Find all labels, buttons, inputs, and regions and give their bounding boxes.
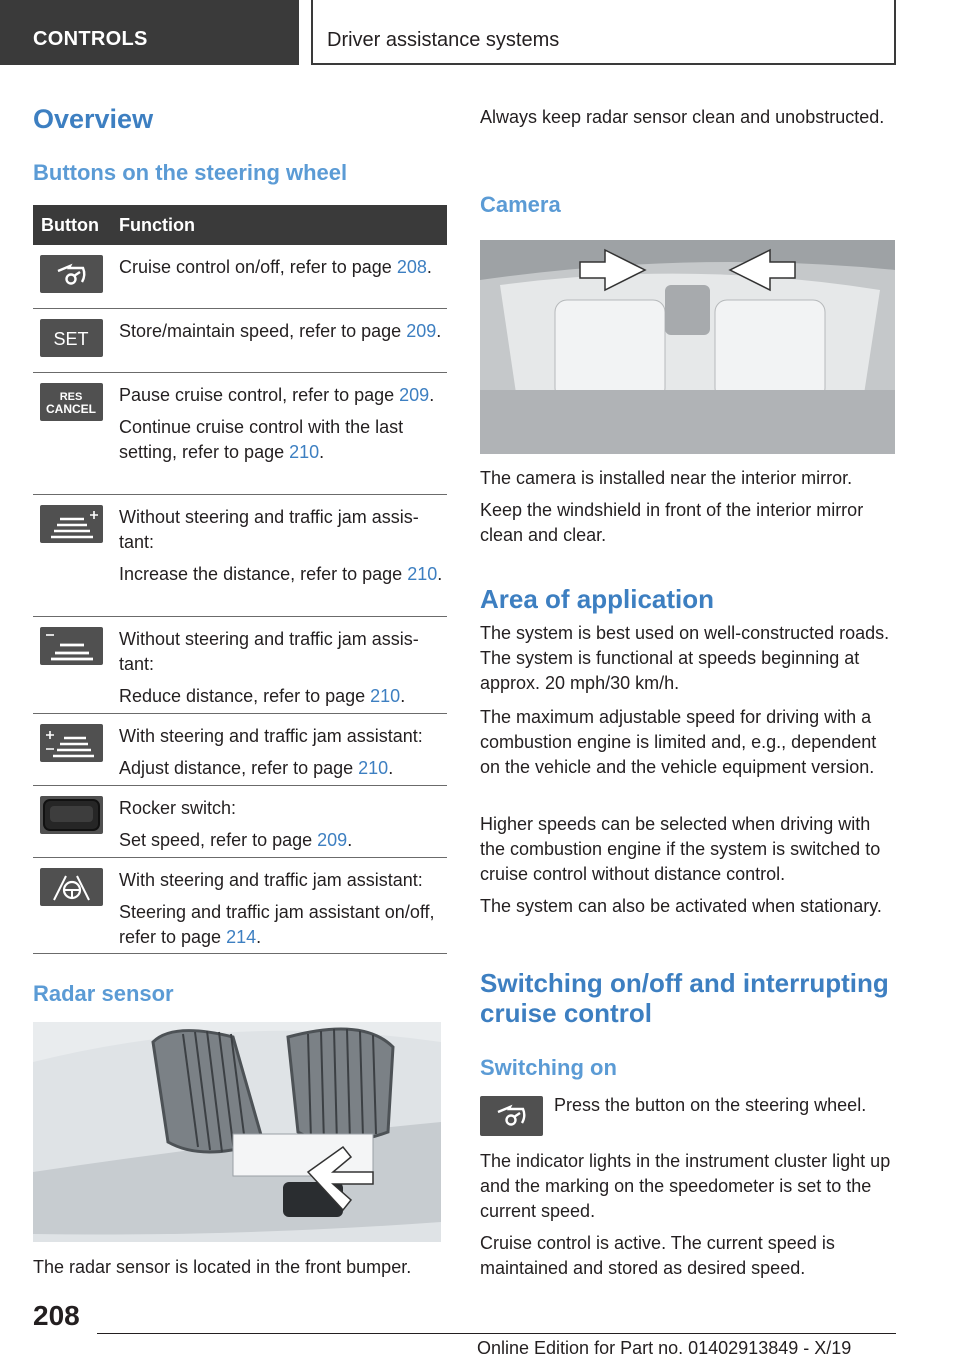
steering-assistant-icon	[40, 868, 103, 906]
distance-plus-minus-icon	[40, 724, 103, 762]
function-text: Rocker switch:	[119, 798, 237, 818]
section-label: CONTROLS	[33, 28, 148, 50]
page-reference-link[interactable]: 210	[358, 758, 389, 778]
res-cancel-icon	[40, 383, 103, 421]
svg-text:SET: SET	[53, 329, 89, 349]
page-reference-link[interactable]: 214	[226, 927, 257, 947]
rocker-switch-icon	[40, 796, 103, 834]
switch-heading: Switching on/off and interrupting cruise control	[480, 968, 889, 1028]
section-tab	[0, 0, 299, 65]
distance-plus-icon	[40, 505, 103, 543]
cruise-control-icon	[40, 255, 103, 293]
function-text: Without steering and traffic jam assistant:	[119, 507, 419, 552]
function-text: Store/maintain speed, refer to page 209.	[119, 321, 442, 341]
function-text: With steering and traffic jam assistant:	[119, 870, 423, 890]
function-text: Adjust distance, refer to page 210.	[119, 758, 394, 778]
set-icon	[40, 319, 103, 357]
function-cell	[119, 255, 447, 287]
table-row	[33, 714, 447, 786]
area-text-1: The system is best used on well-constructed roads. The system is functional at speeds beginning at approx. 20 mph/30 km/h.	[480, 623, 890, 693]
chapter-title: Driver assistance systems	[327, 29, 560, 51]
function-text: Increase the distance, refer to page 210.	[119, 564, 443, 584]
function-text: With steering and traffic jam assistant:	[119, 726, 423, 746]
page-reference-link[interactable]: 210	[370, 686, 401, 706]
area-text-4: The system can also be activated when stationary.	[480, 896, 882, 916]
col-button-header: Button	[41, 215, 99, 235]
switch-text-2: Cruise control is active. The current speed is maintained and stored as desired speed.	[480, 1233, 835, 1278]
svg-text:CANCEL: CANCEL	[46, 402, 96, 416]
overview-heading: Overview	[33, 104, 154, 134]
table-row	[33, 373, 447, 495]
buttons-heading: Buttons on the steering wheel	[33, 160, 348, 185]
switch-text-1: The indicator lights in the instrument cluster light up and the marking on the speedometer is set to the current speed.	[480, 1151, 891, 1221]
switch-on-heading: Switching on	[480, 1055, 617, 1080]
table-row	[33, 786, 447, 858]
radar-heading: Radar sensor	[33, 981, 174, 1006]
buttons-table	[33, 205, 447, 954]
page-reference-link[interactable]: 208	[396, 257, 427, 277]
function-text: Without steering and traffic jam assistant:	[119, 629, 419, 674]
radar-caption: The radar sensor is located in the front bumper.	[33, 1257, 412, 1277]
page-reference-link[interactable]: 209	[399, 385, 430, 405]
chapter-header	[311, 0, 896, 65]
area-text-3: Higher speeds can be selected when driving with the combustion engine if the system is switched to cruise control without distance control.	[480, 814, 881, 884]
svg-text:RES: RES	[59, 391, 83, 403]
camera-clean-text: Keep the windshield in front of the interior mirror clean and clear.	[480, 500, 864, 545]
page-reference-link[interactable]: 209	[317, 830, 348, 850]
camera-image	[480, 240, 895, 454]
function-cell	[119, 796, 447, 860]
table-row	[33, 617, 447, 714]
area-text-2: The maximum adjustable speed for driving with a combustion engine is limited and, e.g., dependent on the vehicle and the vehicle equipment version.	[480, 707, 877, 777]
page-reference-link[interactable]: 209	[406, 321, 437, 341]
function-cell	[119, 319, 447, 351]
switch-on-text: Press the button on the steering wheel.	[554, 1095, 867, 1115]
camera-location-text: The camera is installed near the interior mirror.	[480, 468, 853, 488]
radar-clean-note: Always keep radar sensor clean and unobstructed.	[480, 107, 885, 127]
function-text: Cruise control on/off, refer to page 208.	[119, 257, 432, 277]
area-heading: Area of application	[480, 584, 715, 614]
function-cell	[119, 724, 447, 788]
camera-heading: Camera	[480, 192, 561, 217]
distance-minus-icon	[40, 627, 103, 665]
cruise-control-icon	[480, 1096, 543, 1136]
table-header	[33, 205, 447, 245]
function-cell	[119, 383, 447, 472]
page-reference-link[interactable]: 210	[289, 442, 320, 462]
page-number: 208	[33, 1300, 80, 1331]
function-text: Set speed, refer to page 209.	[119, 830, 353, 850]
function-text: Continue cruise control with the last setting, refer to page 210.	[119, 417, 404, 462]
edition-text: Online Edition for Part no. 01402913849 - X/19	[477, 1338, 852, 1358]
table-row	[33, 495, 447, 617]
col-function-header: Function	[119, 215, 195, 235]
function-cell	[119, 505, 447, 594]
radar-sensor-image	[33, 1022, 441, 1242]
page-reference-link[interactable]: 210	[407, 564, 438, 584]
footer-rule	[97, 1333, 896, 1334]
function-text: Pause cruise control, refer to page 209.	[119, 385, 435, 405]
table-row	[33, 309, 447, 373]
function-cell	[119, 868, 447, 957]
function-text: Steering and traffic jam assistant on/off, refer to page 214.	[119, 902, 435, 947]
function-cell	[119, 627, 447, 716]
table-row	[33, 858, 447, 954]
table-row	[33, 245, 447, 309]
function-text: Reduce distance, refer to page 210.	[119, 686, 406, 706]
